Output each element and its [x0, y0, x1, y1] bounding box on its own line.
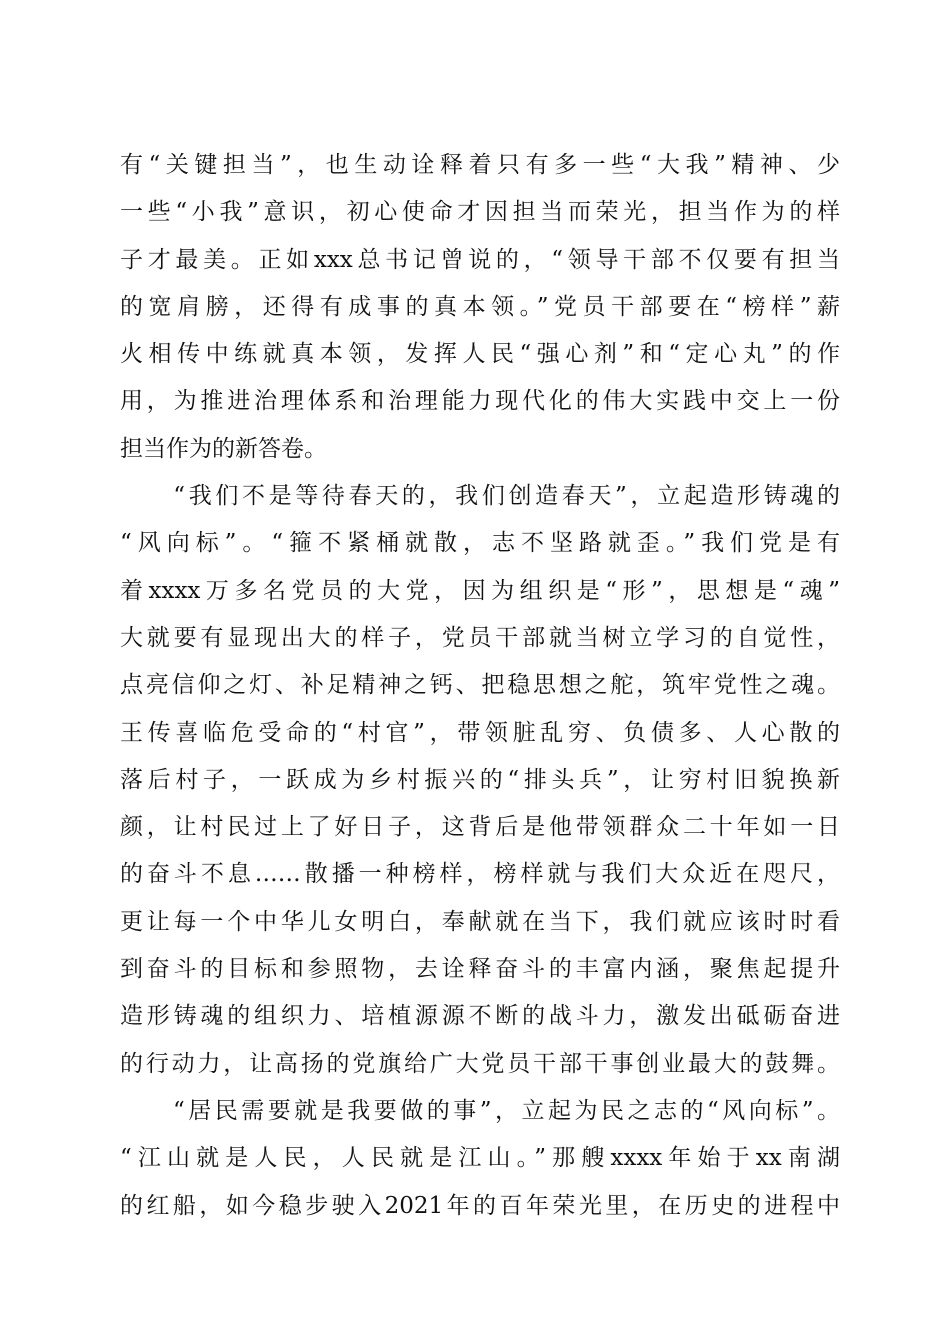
- text-line: 的宽肩膀，还得有成事的真本领。”党员干部要在“榜样”薪: [120, 293, 840, 320]
- text-line: “江山就是人民，人民就是江山。”那艘xxxx年始于xx南湖: [120, 1145, 840, 1172]
- document-body: [120, 145, 840, 1233]
- text-line: 子才最美。正如xxx总书记曾说的，“领导干部不仅要有担当: [120, 246, 840, 273]
- text-line: 有“关键担当”，也生动诠释着只有多一些“大我”精神、少: [120, 152, 840, 178]
- text-line: 担当作为的新答卷。: [120, 435, 327, 462]
- text-line: 着xxxx万多名党员的大党，因为组织是“形”，思想是“魂”: [120, 577, 840, 604]
- text-line: 落后村子，一跃成为乡村振兴的“排头兵”，让穷村旧貌换新: [120, 766, 840, 793]
- text-line: “风向标”。“箍不紧桶就散，志不坚路就歪。”我们党是有: [120, 530, 840, 557]
- text-line: “居民需要就是我要做的事”，立起为民之志的“风向标”。: [120, 1097, 840, 1124]
- text-line: 大就要有显现出大的样子，党员干部就当树立学习的自觉性，: [120, 624, 840, 651]
- text-line: 一些“小我”意识，初心使命才因担当而荣光，担当作为的样: [120, 199, 840, 226]
- text-line: 到奋斗的目标和参照物，去诠释奋斗的丰富内涵，聚焦起提升: [120, 956, 840, 983]
- text-line: 更让每一个中华儿女明白，奉献就在当下，我们就应该时时看: [120, 908, 840, 935]
- text-line: 王传喜临危受命的“村官”，带领脏乱穷、负债多、人心散的: [120, 719, 840, 746]
- text-line: 的行动力，让高扬的党旗给广大党员干部干事创业最大的鼓舞。: [120, 1050, 840, 1077]
- text-line: 颜，让村民过上了好日子，这背后是他带领群众二十年如一日: [120, 814, 840, 841]
- text-line: 造形铸魂的组织力、培植源源不断的战斗力，激发出砥砺奋进: [120, 1003, 840, 1030]
- text-line: “我们不是等待春天的，我们创造春天”，立起造形铸魂的: [120, 483, 840, 510]
- text-line: 的奋斗不息……散播一种榜样，榜样就与我们大众近在咫尺，: [120, 861, 840, 888]
- text-line: 点亮信仰之灯、补足精神之钙、把稳思想之舵，筑牢党性之魂。: [120, 672, 840, 699]
- text-line: 的红船，如今稳步驶入2021年的百年荣光里，在历史的进程中: [120, 1192, 840, 1219]
- text-line: 用，为推进治理体系和治理能力现代化的伟大实践中交上一份: [120, 388, 840, 415]
- text-line: 火相传中练就真本领，发挥人民“强心剂”和“定心丸”的作: [120, 341, 840, 368]
